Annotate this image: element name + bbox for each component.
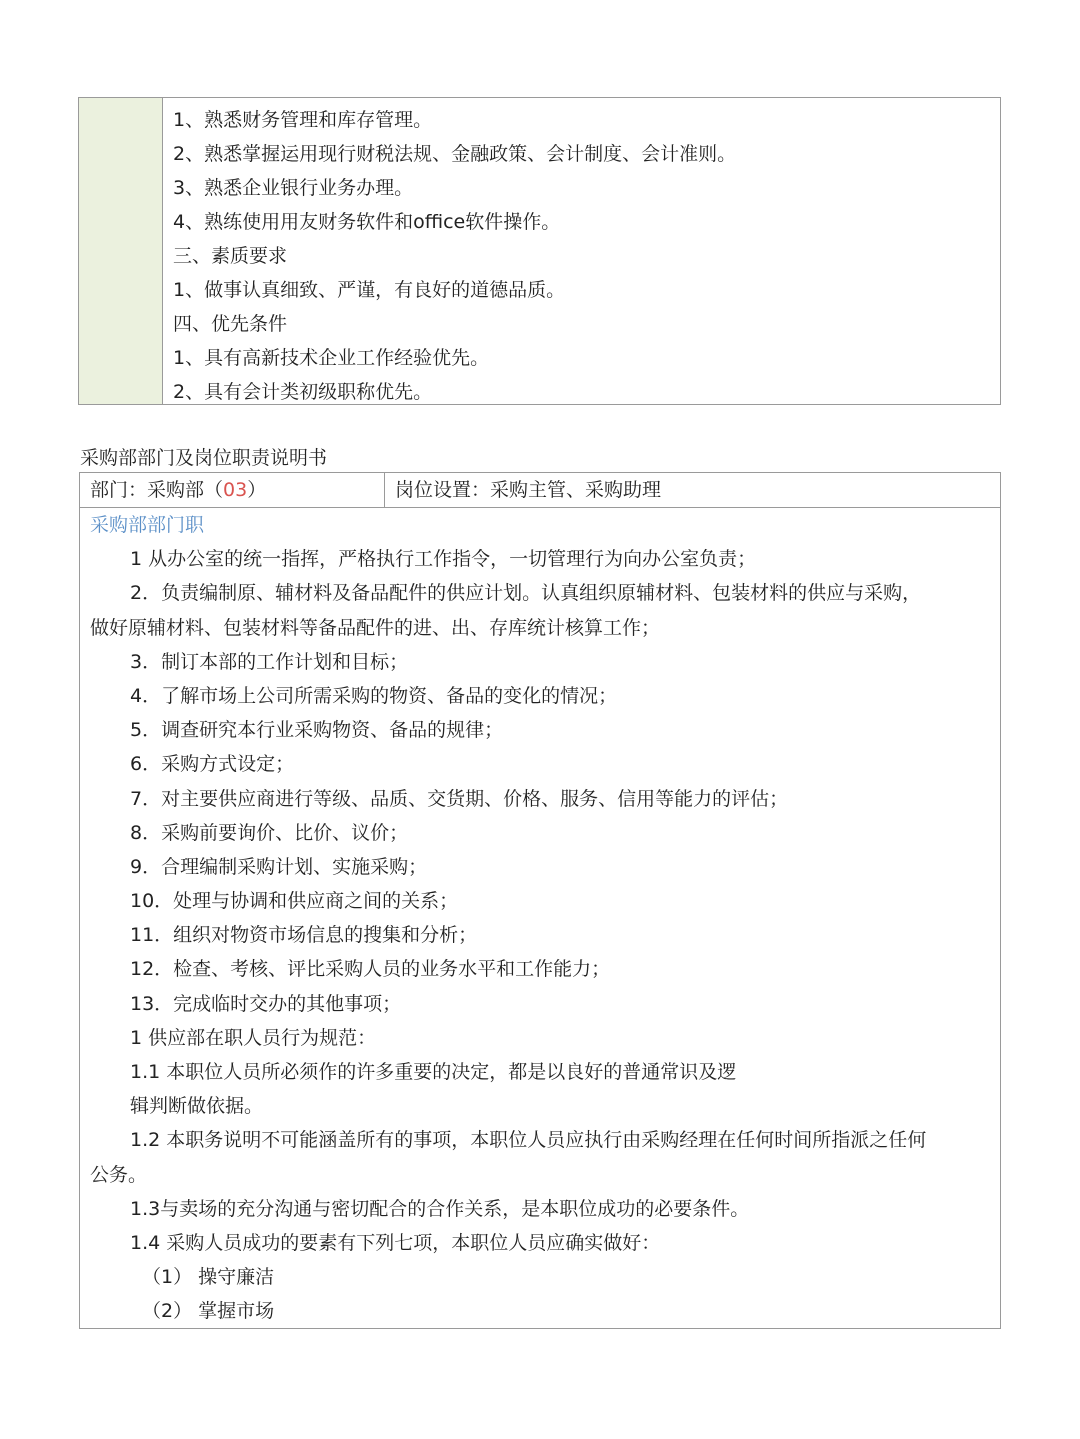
duty-line: 1.4 采购人员成功的要素有下列七项，本职位人员应确实做好： (130, 1231, 661, 1254)
duties-subtitle: 采购部部门职 (90, 514, 205, 536)
requirement-line: 1、做事认真细致、严谨，有良好的道德品质。 (173, 279, 566, 301)
requirement-line: 2、具有会计类初级职称优先。 (173, 381, 433, 403)
duty-line: 4．了解市场上公司所需采购的物资、备品的变化的情况； (130, 684, 618, 707)
requirement-line: 2、熟悉掌握运用现行财税法规、金融政策、会计制度、会计准则。 (173, 143, 737, 165)
duty-line: 3．制订本部的工作计划和目标； (130, 650, 409, 673)
duty-line: 11．组织对物资市场信息的搜集和分析； (130, 924, 478, 947)
duty-line: 13．完成临时交办的其他事项； (130, 992, 402, 1015)
duty-line: 公务。 (90, 1163, 148, 1186)
duty-line: 辑判断做依据。 (130, 1095, 264, 1118)
requirements-table (78, 97, 1001, 405)
duty-line: 1 从办公室的统一指挥，严格执行工作指令，一切管理行为向办公室负责； (130, 548, 757, 571)
duty-line: （1） 操守廉洁 (142, 1266, 275, 1289)
duty-line: 1.2 本职务说明不可能涵盖所有的事项，本职位人员应执行由采购经理在任何时间所指派之任何 (130, 1129, 927, 1152)
requirement-line: 3、熟悉企业银行业务办理。 (173, 177, 414, 199)
requirement-line: 四、优先条件 (173, 313, 288, 335)
duty-line: 1.3与卖场的充分沟通与密切配合的合作关系，是本职位成功的必要条件。 (130, 1197, 750, 1220)
department-code: 03 (223, 479, 248, 501)
requirement-line: 三、素质要求 (173, 245, 288, 267)
duty-line: 8．采购前要询价、比价、议价； (130, 821, 409, 844)
duty-line: 7．对主要供应商进行等级、品质、交货期、价格、服务、信用等能力的评估； (130, 787, 789, 810)
requirements-label-cell (79, 98, 163, 404)
duty-line: 10．处理与协调和供应商之间的关系； (130, 890, 459, 913)
department-cell (80, 473, 385, 507)
requirements-content-cell (163, 98, 1000, 404)
department-label: 部门：采购部（ (90, 479, 224, 501)
duty-line: 9．合理编制采购计划、实施采购； (130, 855, 428, 878)
procurement-duties-body (80, 508, 1000, 1329)
duty-line: （2） 掌握市场 (142, 1300, 275, 1323)
procurement-header-row (80, 473, 1000, 508)
duty-line: 6．采购方式设定； (130, 753, 295, 776)
section-title: 采购部部门及岗位职责说明书 (80, 447, 328, 469)
position-setting-cell: 岗位设置：采购主管、采购助理 (395, 479, 662, 501)
requirement-line: 1、具有高新技术企业工作经验优先。 (173, 347, 490, 369)
department-close: ） (247, 479, 267, 501)
procurement-table (79, 472, 1001, 1329)
duty-line: 5．调查研究本行业采购物资、备品的规律； (130, 719, 504, 742)
requirement-line: 4、熟练使用用友财务软件和office软件操作。 (173, 211, 561, 233)
duty-line: 2．负责编制原、辅材料及备品配件的供应计划。认真组织原辅材料、包装材料的供应与采购， (130, 582, 922, 605)
requirement-line: 1、熟悉财务管理和库存管理。 (173, 109, 433, 131)
duty-line: 1 供应部在职人员行为规范： (130, 1026, 377, 1049)
duty-line: 1.1 本职位人员所必须作的许多重要的决定，都是以良好的普通常识及逻 (130, 1061, 737, 1083)
duty-line: 12．检查、考核、评比采购人员的业务水平和工作能力； (130, 958, 611, 981)
duty-line: 做好原辅材料、包装材料等备品配件的进、出、存库统计核算工作； (90, 616, 661, 639)
